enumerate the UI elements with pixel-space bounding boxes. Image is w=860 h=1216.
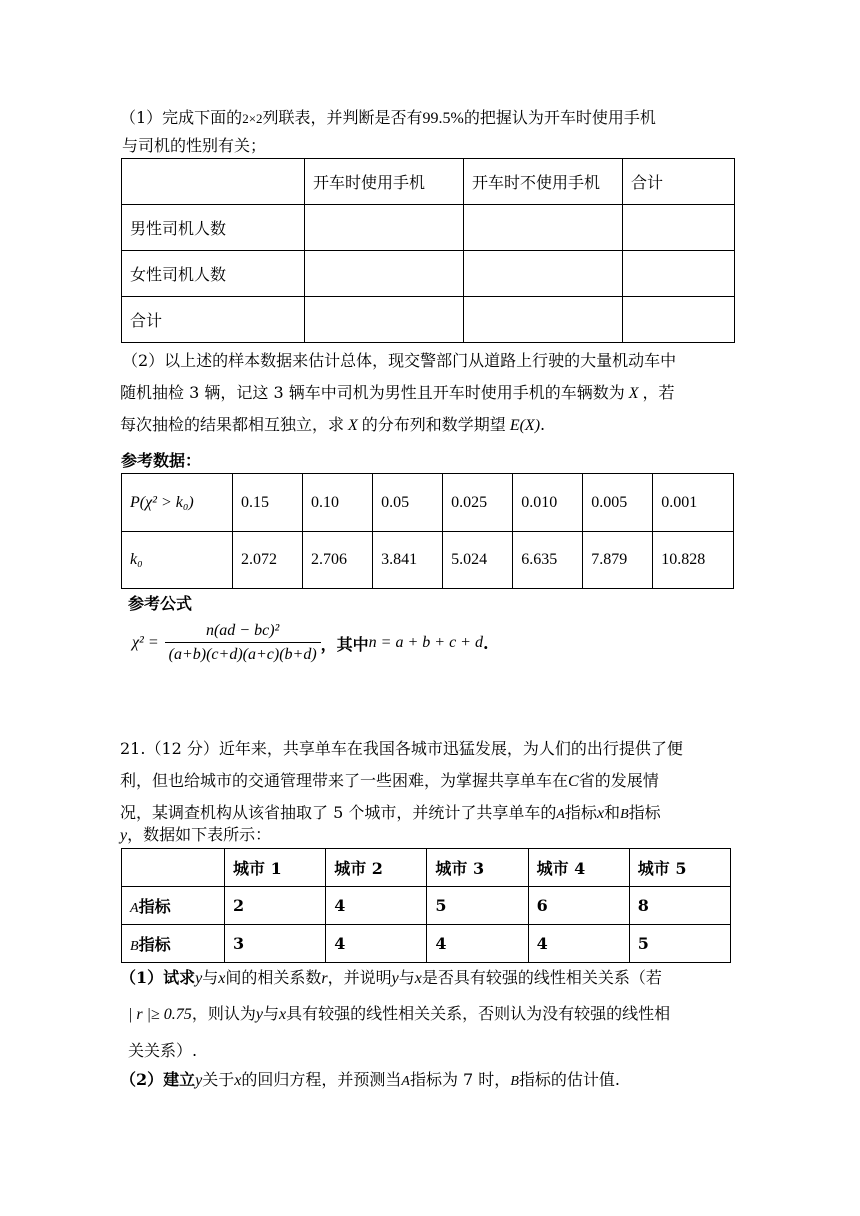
- table-header: 城市 4: [528, 849, 629, 887]
- text: 指标: [138, 935, 171, 954]
- table-cell: 10.828: [653, 532, 734, 589]
- table-header: 开车时使用手机: [305, 159, 464, 205]
- var-a: A: [130, 901, 139, 916]
- q21-part1-line3: 关关系）.: [128, 1041, 198, 1060]
- table-cell: 0.15: [233, 474, 303, 532]
- text: ，则认为: [191, 1004, 256, 1023]
- text: （1）完成下面的: [120, 108, 243, 127]
- q21-line4: [120, 823, 271, 848]
- var-x: X: [628, 385, 639, 402]
- table-row: [122, 205, 735, 251]
- text: 间的相关系数: [225, 968, 322, 987]
- text: 的回归方程，并预测当: [241, 1070, 402, 1089]
- table-cell: 4: [326, 925, 427, 963]
- text: ，其中: [320, 634, 369, 654]
- var-x: x: [234, 1072, 242, 1089]
- var-c: C: [568, 773, 579, 790]
- row-label: [122, 887, 225, 925]
- table-cell: [122, 849, 225, 887]
- table-header: 城市 5: [629, 849, 730, 887]
- var-x: x: [414, 970, 422, 987]
- text: 是否具有较强的线性相关关系（若: [421, 968, 662, 987]
- row-label: P(χ² > k₀): [122, 474, 233, 532]
- var-x: X: [348, 417, 358, 434]
- table-header: 开车时不使用手机: [464, 159, 623, 205]
- table-cell: 5: [427, 887, 528, 925]
- empty-cell[interactable]: [464, 205, 623, 251]
- var-y: y: [391, 970, 399, 987]
- table-cell: 5.024: [443, 532, 513, 589]
- text: 指标为 7 时，: [409, 1070, 511, 1089]
- part1-line1: [120, 106, 656, 131]
- empty-cell[interactable]: [464, 251, 623, 297]
- table-header: 城市 1: [225, 849, 326, 887]
- contingency-table: [121, 158, 735, 343]
- text: （1）试求: [120, 968, 196, 987]
- table-cell: [122, 159, 305, 205]
- part2-line3: [120, 413, 545, 438]
- table-cell: 0.005: [583, 474, 653, 532]
- ref-data-label: 参考数据：: [121, 451, 202, 470]
- q21-line2: [120, 769, 659, 794]
- text: 每次抽检的结果都相互独立，求: [120, 415, 345, 434]
- text: 指标: [138, 897, 171, 916]
- part2-line2: [120, 381, 675, 406]
- text: ，数据如下表所示：: [127, 825, 272, 844]
- var-y: y: [195, 1072, 203, 1089]
- empty-cell[interactable]: [623, 297, 735, 343]
- text: 和: [604, 803, 621, 822]
- text: 省的发展情: [578, 771, 659, 790]
- row-label: 男性司机人数: [122, 205, 305, 251]
- table-cell: 0.10: [303, 474, 373, 532]
- var-y: y: [120, 827, 128, 844]
- table-cell: 4: [427, 925, 528, 963]
- table-cell: 7.879: [583, 532, 653, 589]
- math-abs-r: | r |≥ 0.75: [128, 1006, 192, 1023]
- var-b: B: [130, 939, 139, 954]
- text: .: [540, 415, 546, 434]
- q21-line1: 21.（12 分）近年来，共享单车在我国各城市迅猛发展，为人们的出行提供了便: [120, 739, 683, 758]
- table-header: 城市 2: [326, 849, 427, 887]
- text: ，并说明: [327, 968, 392, 987]
- table-cell: 6.635: [513, 532, 583, 589]
- text: 的把握认为开车时使用手机: [463, 108, 656, 127]
- table-cell: 2: [225, 887, 326, 925]
- var-x: x: [218, 970, 226, 987]
- chi-square-formula: [132, 622, 489, 664]
- table-cell: 2.706: [303, 532, 373, 589]
- row-label: k₀: [122, 532, 233, 589]
- text: 与: [202, 968, 219, 987]
- formula-n: n = a + b + c + d: [368, 634, 483, 651]
- table-cell: 0.010: [513, 474, 583, 532]
- table-cell: 3.841: [373, 532, 443, 589]
- table-cell: 4: [528, 925, 629, 963]
- formula-lhs: χ² =: [132, 634, 159, 651]
- empty-cell[interactable]: [305, 297, 464, 343]
- empty-cell[interactable]: [623, 251, 735, 297]
- table-cell: 8: [629, 887, 730, 925]
- q21-part2-line1: [120, 1068, 620, 1094]
- ref-formula-label: 参考公式: [128, 594, 193, 613]
- empty-cell[interactable]: [464, 297, 623, 343]
- text: 列联表，并判断是否有: [262, 108, 423, 127]
- formula-numerator: n(ad − bc)²: [165, 622, 321, 643]
- text: 指标的估计值.: [518, 1070, 620, 1089]
- text: 与: [398, 968, 415, 987]
- var-a: A: [556, 807, 565, 822]
- text: 指标: [628, 803, 661, 822]
- empty-cell[interactable]: [623, 205, 735, 251]
- math-2x2: 2×2: [242, 111, 263, 126]
- table-cell: 0.001: [653, 474, 734, 532]
- table-header-row: [122, 849, 731, 887]
- row-label: [122, 925, 225, 963]
- text: （2）建立: [120, 1070, 196, 1089]
- var-r: r: [321, 970, 328, 987]
- row-label: 女性司机人数: [122, 251, 305, 297]
- part2-line1: （2）以上述的样本数据来估计总体，现交警部门从道路上行驶的大量机动车中: [122, 351, 677, 370]
- text: 的分布列和数学期望: [361, 415, 506, 434]
- text: 与: [262, 1004, 279, 1023]
- table-cell: 4: [326, 887, 427, 925]
- text: 随机抽检 3 辆，记这 3 辆车中司机为男性且开车时使用手机的车辆数为: [120, 383, 625, 402]
- text: .: [482, 633, 489, 653]
- text: 指标: [564, 803, 597, 822]
- q21-part1-line1: [120, 966, 662, 991]
- text: 况，某调查机构从该省抽取了 5 个城市，并统计了共享单车的: [120, 803, 557, 822]
- table-cell: 0.05: [373, 474, 443, 532]
- table-row: [122, 532, 734, 589]
- row-label: 合计: [122, 297, 305, 343]
- empty-cell[interactable]: [305, 205, 464, 251]
- table-row: [122, 925, 731, 963]
- table-header: 合计: [623, 159, 735, 205]
- city-index-table: [121, 848, 731, 963]
- table-cell: 2.072: [233, 532, 303, 589]
- table-header-row: [122, 159, 735, 205]
- table-cell: 3: [225, 925, 326, 963]
- table-row: [122, 474, 734, 532]
- var-y: y: [195, 970, 203, 987]
- part1-line2: 与司机的性别有关；: [122, 136, 267, 155]
- table-cell: 6: [528, 887, 629, 925]
- table-row: [122, 887, 731, 925]
- table-cell: 5: [629, 925, 730, 963]
- empty-cell[interactable]: [305, 251, 464, 297]
- text: 具有较强的线性相关关系，否则认为没有较强的线性相: [286, 1004, 671, 1023]
- formula-denominator: (a+b)(c+d)(a+c)(b+d): [168, 646, 317, 663]
- text: 关于: [202, 1070, 235, 1089]
- formula-fraction: [165, 622, 321, 664]
- table-cell: 0.025: [443, 474, 513, 532]
- text: ，若: [642, 383, 675, 402]
- expectation: E(X): [509, 417, 541, 434]
- table-row: [122, 297, 735, 343]
- var-b: B: [620, 807, 629, 822]
- table-row: [122, 251, 735, 297]
- text: 利，但也给城市的交通管理带来了一些困难，为掌握共享单车在: [120, 771, 569, 790]
- var-x: x: [596, 805, 605, 822]
- var-b: B: [510, 1074, 519, 1089]
- math-percent: 99.5%: [422, 110, 464, 127]
- table-header: 城市 3: [427, 849, 528, 887]
- critical-value-table: [121, 473, 734, 589]
- var-y: y: [255, 1006, 263, 1023]
- var-x: x: [278, 1006, 287, 1023]
- q21-part1-line2: [128, 1002, 670, 1027]
- var-a: A: [401, 1074, 410, 1089]
